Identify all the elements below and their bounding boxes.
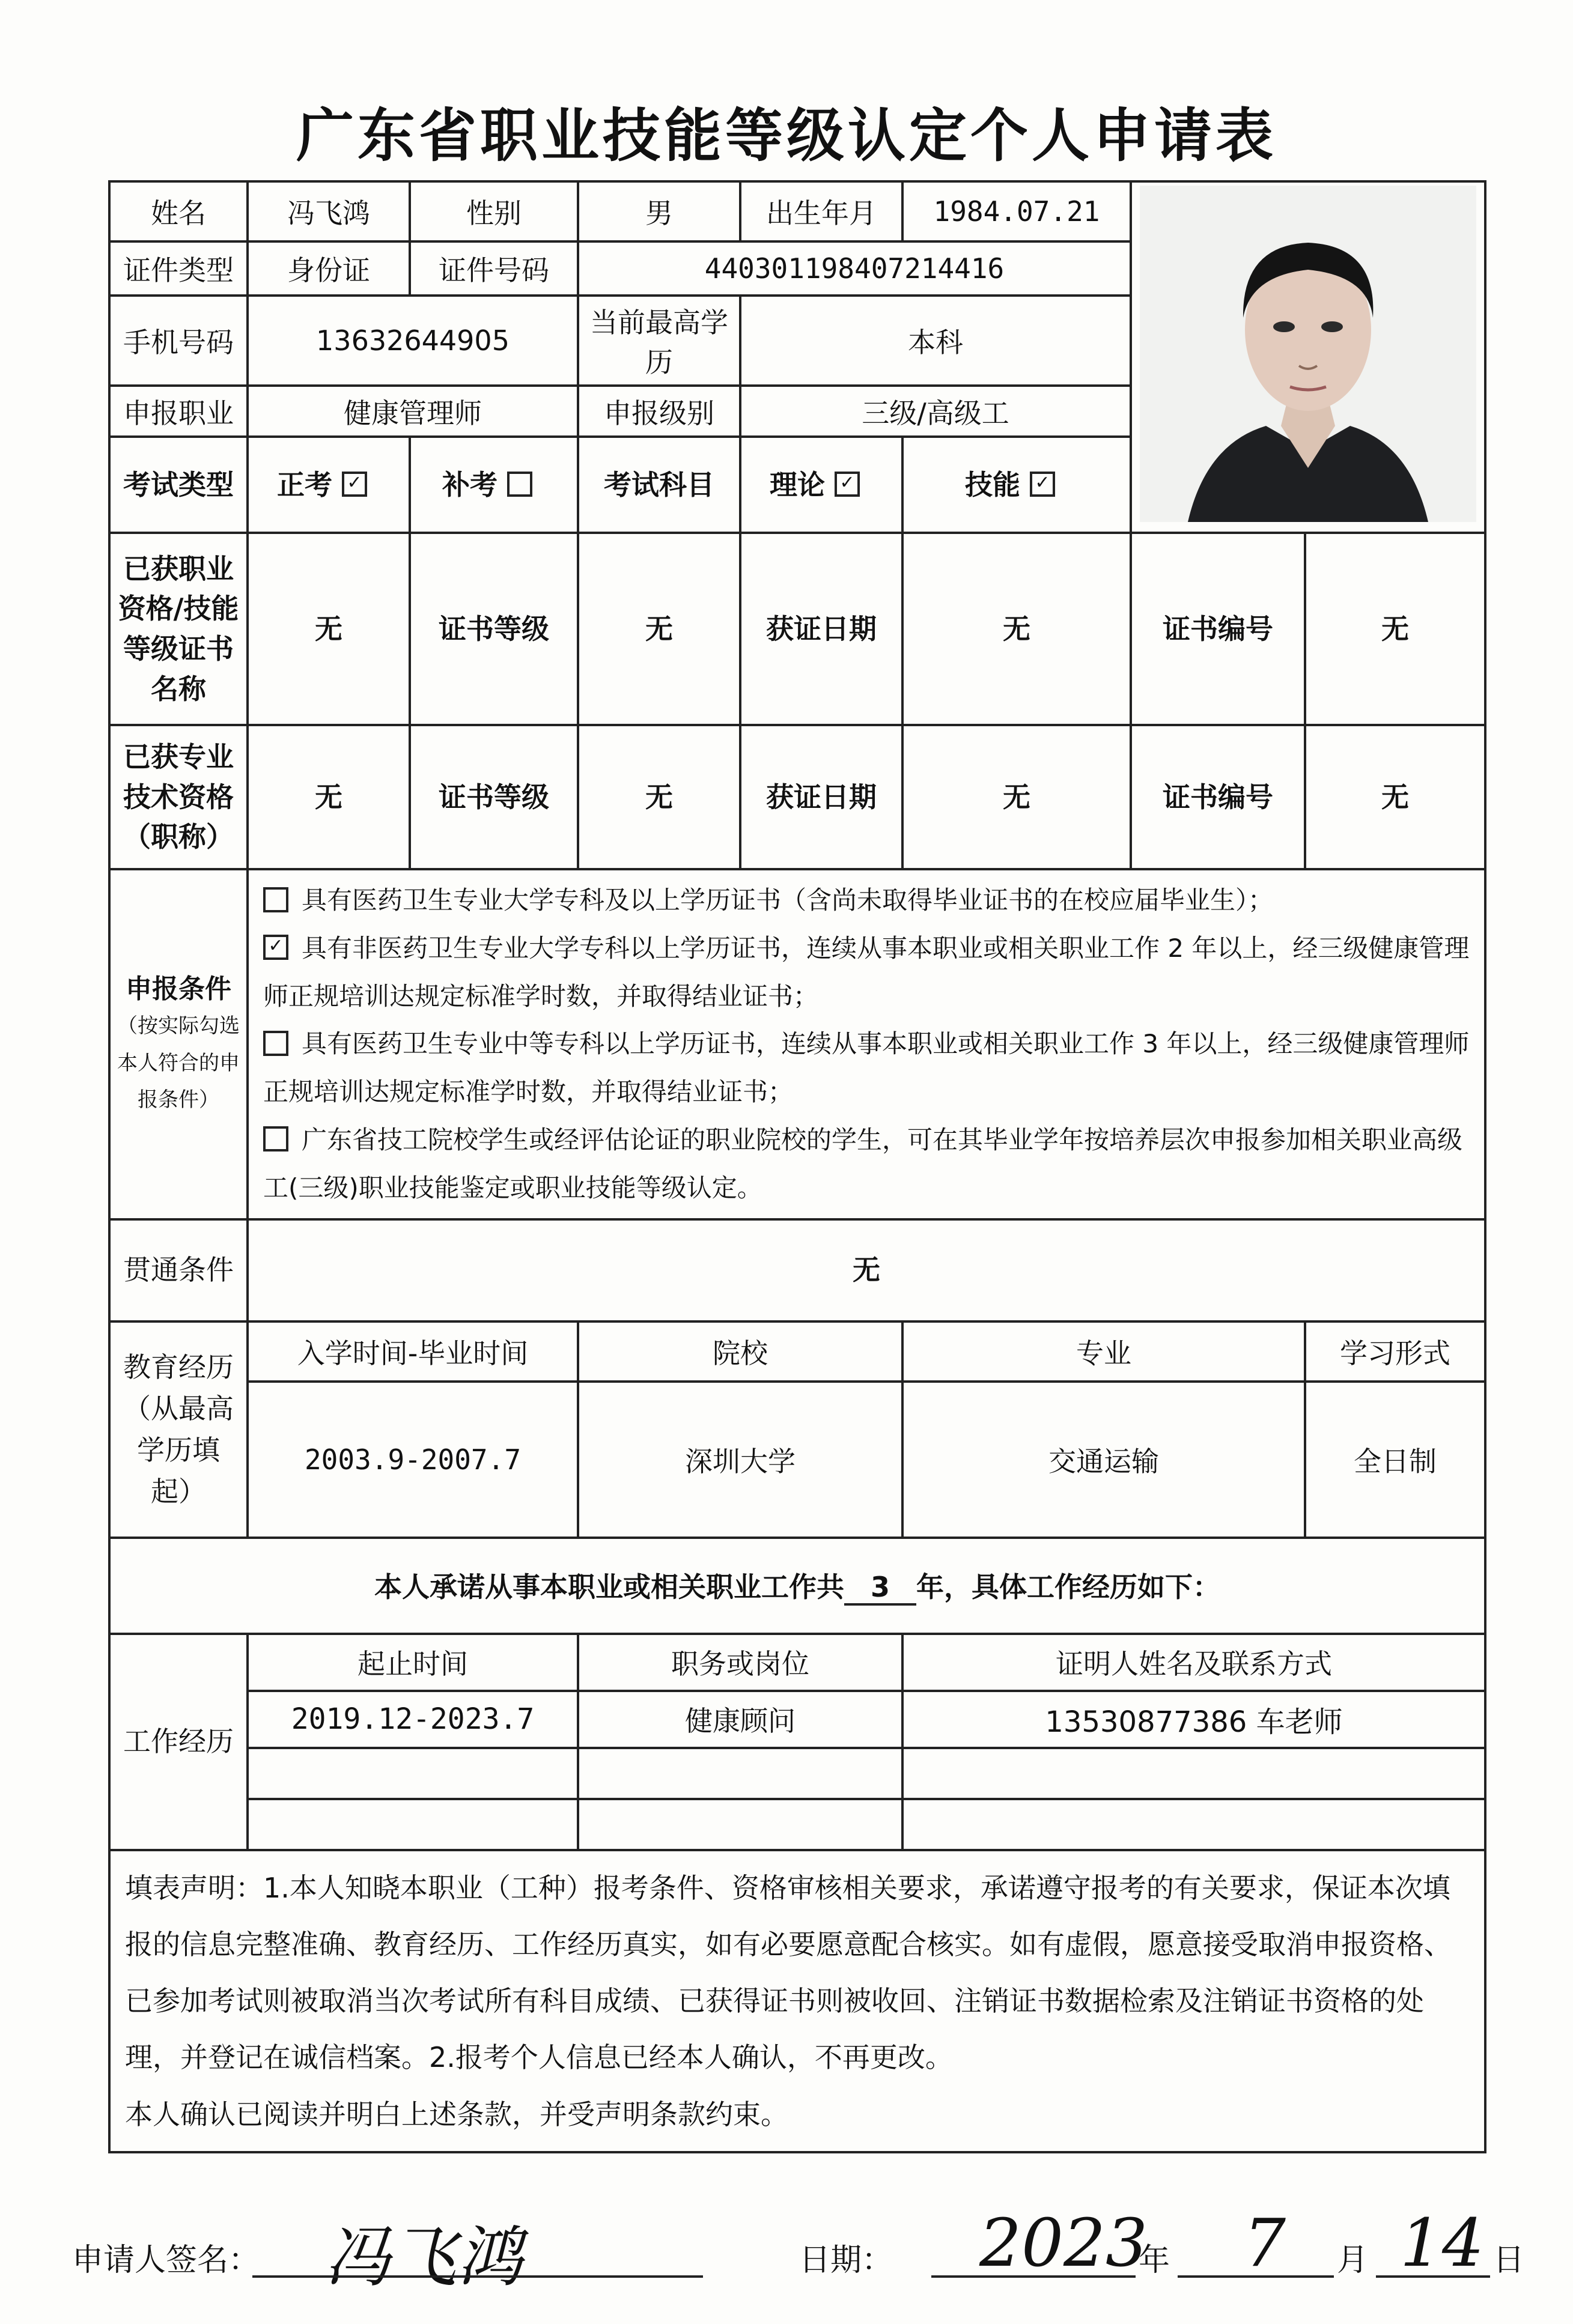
- exam-theory: [740, 437, 902, 533]
- work-empty-cell: [248, 1748, 578, 1799]
- edu-header-mode: 学习形式: [1305, 1321, 1485, 1382]
- declaration: [109, 1850, 1485, 2152]
- day-unit: 日: [1493, 2242, 1525, 2278]
- signature-row: [72, 2204, 1525, 2296]
- edu-header-major: 专业: [902, 1321, 1305, 1382]
- application-form: [108, 180, 1486, 2153]
- conditions-note: （按实际勾选本人符合的申报条件）: [117, 1014, 240, 1112]
- qual2-date: 无: [902, 725, 1131, 869]
- commit-after: 年，具体工作经历如下：: [916, 1571, 1220, 1604]
- work-empty-cell: [248, 1799, 578, 1850]
- work-header-position: 职务或岗位: [578, 1634, 902, 1691]
- work-header-reference: 证明人姓名及联系方式: [902, 1634, 1485, 1691]
- work-empty-cell: [578, 1799, 902, 1850]
- qual2-grade-label: 证书等级: [410, 725, 578, 869]
- condition-text-3: 具有医药卫生专业中等专科以上学历证书，连续从事本职业或相关职业工作 3 年以上，经三级健康管理师正规培训达规定标准学时数，并取得结业证书；: [263, 1029, 1470, 1107]
- photo-cell: [1131, 181, 1485, 533]
- exam-makeup-checkbox[interactable]: [507, 472, 532, 497]
- conditions-label: 申报条件: [126, 973, 231, 1004]
- work-commitment: [109, 1538, 1485, 1634]
- qual1-no: 无: [1305, 533, 1485, 725]
- gender-value: 男: [578, 181, 740, 241]
- exam-regular-checkbox[interactable]: [342, 472, 367, 497]
- phone-value: 13632644905: [248, 296, 578, 386]
- id-no-label: 证件号码: [410, 241, 578, 296]
- work-empty-cell: [902, 1748, 1485, 1799]
- sign-label: 申请人签名：: [72, 2242, 260, 2278]
- exam-makeup: [410, 437, 578, 533]
- conditions-label-cell: [109, 869, 248, 1219]
- condition-checkbox-3[interactable]: [263, 1031, 288, 1056]
- gender-label: 性别: [410, 181, 578, 241]
- month-unit: 月: [1337, 2242, 1369, 2278]
- work-position: 健康顾问: [578, 1691, 902, 1748]
- qual1-label: 已获职业资格/技能等级证书名称: [109, 533, 248, 725]
- id-type-value: 身份证: [248, 241, 410, 296]
- through-label: 贯通条件: [109, 1219, 248, 1321]
- condition-checkbox-1[interactable]: [263, 887, 288, 912]
- qual1-value: 无: [248, 533, 410, 725]
- date-day: 14: [1400, 2204, 1484, 2281]
- edu-header-period: 入学时间-毕业时间: [248, 1321, 578, 1382]
- condition-text-2: 具有非医药卫生专业大学专科以上学历证书，连续从事本职业或相关职业工作 2 年以上，经三级健康管理师正规培训达规定标准学时数，并取得结业证书；: [263, 933, 1470, 1011]
- level-label: 申报级别: [578, 386, 740, 437]
- work-header-period: 起止时间: [248, 1634, 578, 1691]
- date-year: 2023: [979, 2204, 1148, 2281]
- condition-text-1: 具有医药卫生专业大学专科及以上学历证书（含尚未取得毕业证书的在校应届毕业生）；: [302, 885, 1274, 915]
- date-month: 7: [1244, 2204, 1286, 2281]
- edu-period: 2003.9-2007.7: [248, 1382, 578, 1538]
- exam-makeup-label: 补考: [442, 468, 497, 501]
- condition-checkbox-2[interactable]: [263, 935, 288, 960]
- job-label: 申报职业: [109, 386, 248, 437]
- qual2-no: 无: [1305, 725, 1485, 869]
- exam-regular: [248, 437, 410, 533]
- condition-item-2: [263, 924, 1470, 1021]
- declaration-confirm: 本人确认已阅读并明白上述条款，并受声明条款约束。: [125, 2098, 788, 2131]
- exam-theory-checkbox[interactable]: [835, 472, 860, 497]
- exam-theory-label: 理论: [769, 468, 825, 501]
- phone-label: 手机号码: [109, 296, 248, 386]
- date-label: 日期：: [799, 2242, 893, 2278]
- edu-header-school: 院校: [578, 1321, 902, 1382]
- applicant-signature: 冯飞鸿: [324, 2219, 523, 2296]
- through-value: 无: [248, 1219, 1485, 1321]
- edu-school: 深圳大学: [578, 1382, 902, 1538]
- job-value: 健康管理师: [248, 386, 578, 437]
- qual2-value: 无: [248, 725, 410, 869]
- qual1-date: 无: [902, 533, 1131, 725]
- exam-regular-label: 正考: [276, 468, 332, 501]
- commit-before: 本人承诺从事本职业或相关职业工作共: [374, 1571, 844, 1604]
- page-title: 广东省职业技能等级认定个人申请表: [296, 102, 1277, 169]
- exam-skill-checkbox[interactable]: [1030, 472, 1055, 497]
- work-empty-cell: [578, 1748, 902, 1799]
- id-type-label: 证件类型: [109, 241, 248, 296]
- qual1-grade: 无: [578, 533, 740, 725]
- birth-value: 1984.07.21: [902, 181, 1131, 241]
- exam-skill: [902, 437, 1131, 533]
- qual1-grade-label: 证书等级: [410, 533, 578, 725]
- qual1-date-label: 获证日期: [740, 533, 902, 725]
- condition-checkbox-4[interactable]: [263, 1126, 288, 1151]
- applicant-photo: [1140, 186, 1476, 522]
- id-no-value: 440301198407214416: [578, 241, 1131, 296]
- birth-label: 出生年月: [740, 181, 902, 241]
- name-value: 冯飞鸿: [248, 181, 410, 241]
- conditions-list: [248, 869, 1485, 1219]
- qual2-grade: 无: [578, 725, 740, 869]
- name-label: 姓名: [109, 181, 248, 241]
- work-empty-cell: [902, 1799, 1485, 1850]
- qual1-no-label: 证书编号: [1131, 533, 1305, 725]
- qual2-date-label: 获证日期: [740, 725, 902, 869]
- qual2-label: 已获专业技术资格（职称）: [109, 725, 248, 869]
- signature-line: [252, 2275, 703, 2278]
- exam-skill-label: 技能: [964, 468, 1020, 501]
- level-value: 三级/高级工: [740, 386, 1131, 437]
- work-period: 2019.12-2023.7: [248, 1691, 578, 1748]
- condition-item-4: [263, 1116, 1470, 1212]
- condition-item-1: [263, 876, 1470, 924]
- condition-text-4: 广东省技工院校学生或经评估论证的职业院校的学生，可在其毕业学年按培养层次申报参加相关职业高级工(三级)职业技能鉴定或职业技能等级认定。: [263, 1124, 1463, 1203]
- work-reference: 13530877386 车老师: [902, 1691, 1485, 1748]
- year-unit: 年: [1139, 2242, 1170, 2278]
- exam-subject-label: 考试科目: [578, 437, 740, 533]
- commit-years: 3: [844, 1571, 916, 1606]
- edu-mode: 全日制: [1305, 1382, 1485, 1538]
- education-label: 教育经历（从最高学历填起）: [109, 1321, 248, 1538]
- edu-label: 当前最高学历: [578, 296, 740, 386]
- declaration-text: 填表声明：1.本人知晓本职业（工种）报考条件、资格审核相关要求，承诺遵守报考的有关要求，保证本次填报的信息完整准确、教育经历、工作经历真实，如有必要愿意配合核实。如有虚假，愿意接受取消申报资格、已参加考试则被取消当次考试所有科目成绩、已获得证书则被收回、注销证书数据检索及注销证书资格的处理，并登记在诚信档案。2.报考个人信息已经本人确认，不再更改。: [125, 1871, 1452, 2074]
- edu-value: 本科: [740, 296, 1131, 386]
- condition-item-3: [263, 1020, 1470, 1116]
- qual2-no-label: 证书编号: [1131, 725, 1305, 869]
- exam-type-label: 考试类型: [109, 437, 248, 533]
- work-label: 工作经历: [109, 1634, 248, 1850]
- edu-major: 交通运输: [902, 1382, 1305, 1538]
